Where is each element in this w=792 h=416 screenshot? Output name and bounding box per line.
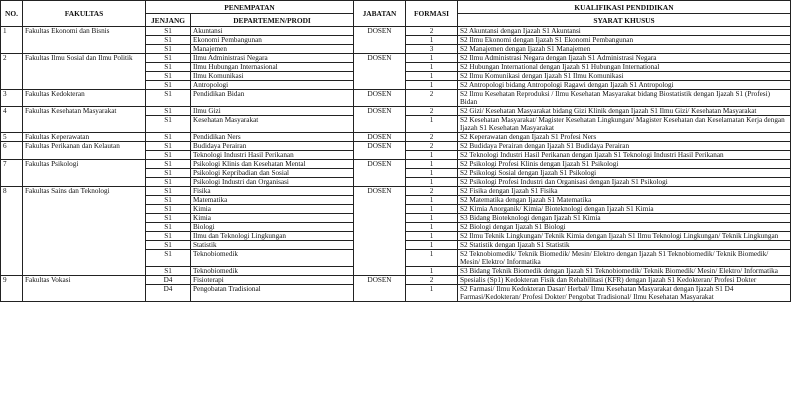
row-jabatan: DOSEN [354, 54, 406, 90]
row-formasi: 1 [406, 196, 458, 205]
row-formasi: 1 [406, 214, 458, 223]
row-syarat: S2 Ilmu Kesehatan Reproduksi / Ilmu Kesehatan Masyarakat bidang Biostatistik dengan Ijazah S1 (Profesi) Bidan [458, 90, 791, 107]
table-row [1, 160, 791, 169]
row-syarat: S2 Manajemen dengan Ijazah S1 Manajemen [458, 45, 791, 54]
row-no: 4 [1, 107, 23, 133]
row-prodi: Kesehatan Masyarakat [191, 116, 354, 133]
header-syarat: SYARAT KHUSUS [458, 14, 791, 27]
row-formasi: 1 [406, 285, 458, 302]
row-prodi: Psikologi Industri dan Organisasi [191, 178, 354, 187]
row-fakultas: Fakultas Ekonomi dan Bisnis [23, 27, 146, 54]
row-jenjang: S1 [146, 160, 191, 169]
row-prodi: Psikologi Kepribadian dan Sosial [191, 169, 354, 178]
row-formasi: 2 [406, 187, 458, 196]
row-formasi: 1 [406, 72, 458, 81]
row-formasi: 2 [406, 27, 458, 36]
row-prodi: Ilmu Gizi [191, 107, 354, 116]
row-formasi: 1 [406, 81, 458, 90]
row-formasi: 2 [406, 133, 458, 142]
table-row [1, 142, 791, 151]
row-jabatan: DOSEN [354, 27, 406, 54]
table-row [1, 107, 791, 116]
row-prodi: Ekonomi Pembangunan [191, 36, 354, 45]
row-prodi: Pendidikan Ners [191, 133, 354, 142]
row-prodi: Ilmu Hubungan Internasional [191, 63, 354, 72]
row-jenjang: S1 [146, 27, 191, 36]
row-formasi: 2 [406, 90, 458, 107]
header-penempatan: PENEMPATAN [146, 1, 354, 14]
row-formasi: 1 [406, 116, 458, 133]
row-jenjang: S1 [146, 169, 191, 178]
row-fakultas: Fakultas Vokasi [23, 276, 146, 302]
header-jenjang: JENJANG [146, 14, 191, 27]
row-prodi: Kimia [191, 214, 354, 223]
row-no: 1 [1, 27, 23, 54]
row-syarat: Spesialis (Sp1) Kedokteran Fisik dan Rehabilitasi (KFR) dengan Ijazah S1 Kedokteran/ Profesi Dokter [458, 276, 791, 285]
row-syarat: S3 Bidang Bioteknologi dengan Ijazah S1 Kimia [458, 214, 791, 223]
row-no: 8 [1, 187, 23, 276]
row-formasi: 2 [406, 276, 458, 285]
row-jenjang: S1 [146, 151, 191, 160]
row-formasi: 1 [406, 178, 458, 187]
row-jabatan: DOSEN [354, 142, 406, 160]
row-jabatan: DOSEN [354, 90, 406, 107]
row-formasi: 1 [406, 223, 458, 232]
row-jenjang: S1 [146, 54, 191, 63]
row-fakultas: Fakultas Perikanan dan Kelautan [23, 142, 146, 160]
row-fakultas: Fakultas Kedokteran [23, 90, 146, 107]
header-fakultas: FAKULTAS [23, 1, 146, 27]
table-row [1, 133, 791, 142]
row-syarat: S2 Antropologi bidang Antropologi Ragawi dengan Ijazah S1 Antropologi [458, 81, 791, 90]
row-prodi: Ilmu dan Teknologi Lingkungan [191, 232, 354, 241]
row-syarat: S2 Ilmu Teknik Lingkungan/ Teknik Kimia dengan Ijazah S1 Ilmu Teknologi Lingkungan/ Teknik Lingkungan [458, 232, 791, 241]
row-syarat: S2 Ilmu Ekonomi dengan Ijazah S1 Ekonomi Pembangunan [458, 36, 791, 45]
row-formasi: 1 [406, 250, 458, 267]
row-formasi: 2 [406, 107, 458, 116]
row-fakultas: Fakultas Keperawatan [23, 133, 146, 142]
row-formasi: 1 [406, 241, 458, 250]
row-prodi: Ilmu Komunikasi [191, 72, 354, 81]
row-jenjang: S1 [146, 107, 191, 116]
row-no: 2 [1, 54, 23, 90]
row-no: 6 [1, 142, 23, 160]
row-prodi: Akuntansi [191, 27, 354, 36]
row-jenjang: D4 [146, 276, 191, 285]
table-row [1, 27, 791, 36]
row-prodi: Antropologi [191, 81, 354, 90]
row-formasi: 1 [406, 54, 458, 63]
table-row [1, 187, 791, 196]
header-departemen: DEPARTEMEN/PRODI [191, 14, 354, 27]
table-body [1, 27, 791, 302]
row-prodi: Fisioterapi [191, 276, 354, 285]
row-formasi: 1 [406, 169, 458, 178]
row-syarat: S2 Biologi dengan Ijazah S1 Biologi [458, 223, 791, 232]
row-jenjang: S1 [146, 267, 191, 276]
row-jabatan: DOSEN [354, 276, 406, 302]
row-jabatan: DOSEN [354, 160, 406, 187]
row-formasi: 1 [406, 63, 458, 72]
row-formasi: 1 [406, 205, 458, 214]
row-formasi: 1 [406, 151, 458, 160]
row-jenjang: S1 [146, 232, 191, 241]
row-jabatan: DOSEN [354, 187, 406, 276]
table-row [1, 54, 791, 63]
row-jenjang: S1 [146, 250, 191, 267]
row-prodi: Budidaya Perairan [191, 142, 354, 151]
header-jabatan: JABATAN [354, 1, 406, 27]
row-jenjang: S1 [146, 178, 191, 187]
row-no: 9 [1, 276, 23, 302]
row-no: 5 [1, 133, 23, 142]
row-prodi: Teknologi Industri Hasil Perikanan [191, 151, 354, 160]
row-jenjang: S1 [146, 133, 191, 142]
header-no: NO. [1, 1, 23, 27]
row-prodi: Statistik [191, 241, 354, 250]
row-prodi: Manajemen [191, 45, 354, 54]
row-jenjang: S1 [146, 72, 191, 81]
row-syarat: S2 Hubungan International dengan Ijazah S1 Hubungan International [458, 63, 791, 72]
row-prodi: Matematika [191, 196, 354, 205]
row-jenjang: S1 [146, 63, 191, 72]
row-jenjang: S1 [146, 90, 191, 107]
row-prodi: Pendidikan Bidan [191, 90, 354, 107]
row-syarat: S2 Kesehatan Masyarakat/ Magister Kesehatan Lingkungan/ Magister Kesehatan dan Keselamatan Kerja dengan Ijazah S1 Kesehatan Masyarakat [458, 116, 791, 133]
row-fakultas: Fakultas Kesehatan Masyarakat [23, 107, 146, 133]
table-row [1, 90, 791, 107]
row-formasi: 1 [406, 36, 458, 45]
row-syarat: S2 Statistik dengan Ijazah S1 Statistik [458, 241, 791, 250]
row-fakultas: Fakultas Ilmu Sosial dan Ilmu Politik [23, 54, 146, 90]
header-kualifikasi: KUALIFIKASI PENDIDIKAN [458, 1, 791, 14]
row-syarat: S2 Ilmu Administrasi Negara dengan Ijazah S1 Administrasi Negara [458, 54, 791, 63]
row-syarat: S2 Matematika dengan Ijazah S1 Matematika [458, 196, 791, 205]
row-jabatan: DOSEN [354, 133, 406, 142]
row-prodi: Biologi [191, 223, 354, 232]
row-syarat: S2 Psikologi Profesi Industri dan Organisasi dengan Ijazah S1 Psikologi [458, 178, 791, 187]
row-jenjang: S1 [146, 187, 191, 196]
row-fakultas: Fakultas Psikologi [23, 160, 146, 187]
row-formasi: 1 [406, 267, 458, 276]
row-syarat: S3 Bidang Teknik Biomedik dengan Ijazah S1 Teknobiomedik/ Teknik Biomedik/ Mesin/ Elektro/ Informatika [458, 267, 791, 276]
row-syarat: S2 Akuntansi dengan Ijazah S1 Akuntansi [458, 27, 791, 36]
row-prodi: Teknobiomedik [191, 250, 354, 267]
row-jenjang: S1 [146, 142, 191, 151]
row-syarat: S2 Ilmu Komunikasi dengan Ijazah S1 Ilmu Komunikasi [458, 72, 791, 81]
row-syarat: S2 Keperawatan dengan Ijazah S1 Profesi Ners [458, 133, 791, 142]
row-syarat: S2 Gizi/ Kesehatan Masyarakat bidang Gizi Klinik dengan Ijazah S1 Ilmu Gizi/ Kesehatan Masyarakat [458, 107, 791, 116]
row-no: 3 [1, 90, 23, 107]
row-formasi: 1 [406, 160, 458, 169]
row-syarat: S2 Farmasi/ Ilmu Kedokteran Dasar/ Herbal/ Ilmu Kesehatan Masyarakat dengan Ijazah S1 D4 Farmasi/Kedokteran/ Profesi Dokter/ Pengobat Tradisional/ Ilmu Kesehatan Masyarakat [458, 285, 791, 302]
row-jenjang: S1 [146, 116, 191, 133]
row-syarat: S2 Psikologi Sosial dengan Ijazah S1 Psikologi [458, 169, 791, 178]
row-formasi: 3 [406, 45, 458, 54]
row-jabatan: DOSEN [354, 107, 406, 133]
row-fakultas: Fakultas Sains dan Teknologi [23, 187, 146, 276]
row-prodi: Kimia [191, 205, 354, 214]
row-jenjang: S1 [146, 241, 191, 250]
row-prodi: Ilmu Administrasi Negara [191, 54, 354, 63]
header-formasi: FORMASI [406, 1, 458, 27]
row-jenjang: S1 [146, 205, 191, 214]
row-prodi: Fisika [191, 187, 354, 196]
row-syarat: S2 Teknologi Industri Hasil Perikanan dengan Ijazah S1 Teknologi Industri Hasil Perikanan [458, 151, 791, 160]
row-jenjang: S1 [146, 45, 191, 54]
row-no: 7 [1, 160, 23, 187]
row-formasi: 1 [406, 232, 458, 241]
row-syarat: S2 Teknobiomedik/ Teknik Biomedik/ Mesin/ Elektro dengan Ijazah S1 Teknobiomedik/ Teknik Biomedik/ Mesin/ Elektro/ Informatika [458, 250, 791, 267]
row-syarat: S2 Fisika dengan Ijazah S1 Fisika [458, 187, 791, 196]
row-prodi: Psikologi Klinis dan Kesehatan Mental [191, 160, 354, 169]
row-jenjang: S1 [146, 223, 191, 232]
row-prodi: Teknobiomedik [191, 267, 354, 276]
row-jenjang: D4 [146, 285, 191, 302]
row-syarat: S2 Psikologi Profesi Klinis dengan Ijazah S1 Psikologi [458, 160, 791, 169]
row-prodi: Pengobatan Tradisional [191, 285, 354, 302]
row-syarat: S2 Budidaya Perairan dengan Ijazah S1 Budidaya Perairan [458, 142, 791, 151]
row-formasi: 2 [406, 142, 458, 151]
row-jenjang: S1 [146, 214, 191, 223]
row-jenjang: S1 [146, 81, 191, 90]
table-row [1, 276, 791, 285]
row-jenjang: S1 [146, 196, 191, 205]
row-jenjang: S1 [146, 36, 191, 45]
row-syarat: S2 Kimia Anorganik/ Kimia/ Bioteknologi dengan Ijazah S1 Kimia [458, 205, 791, 214]
